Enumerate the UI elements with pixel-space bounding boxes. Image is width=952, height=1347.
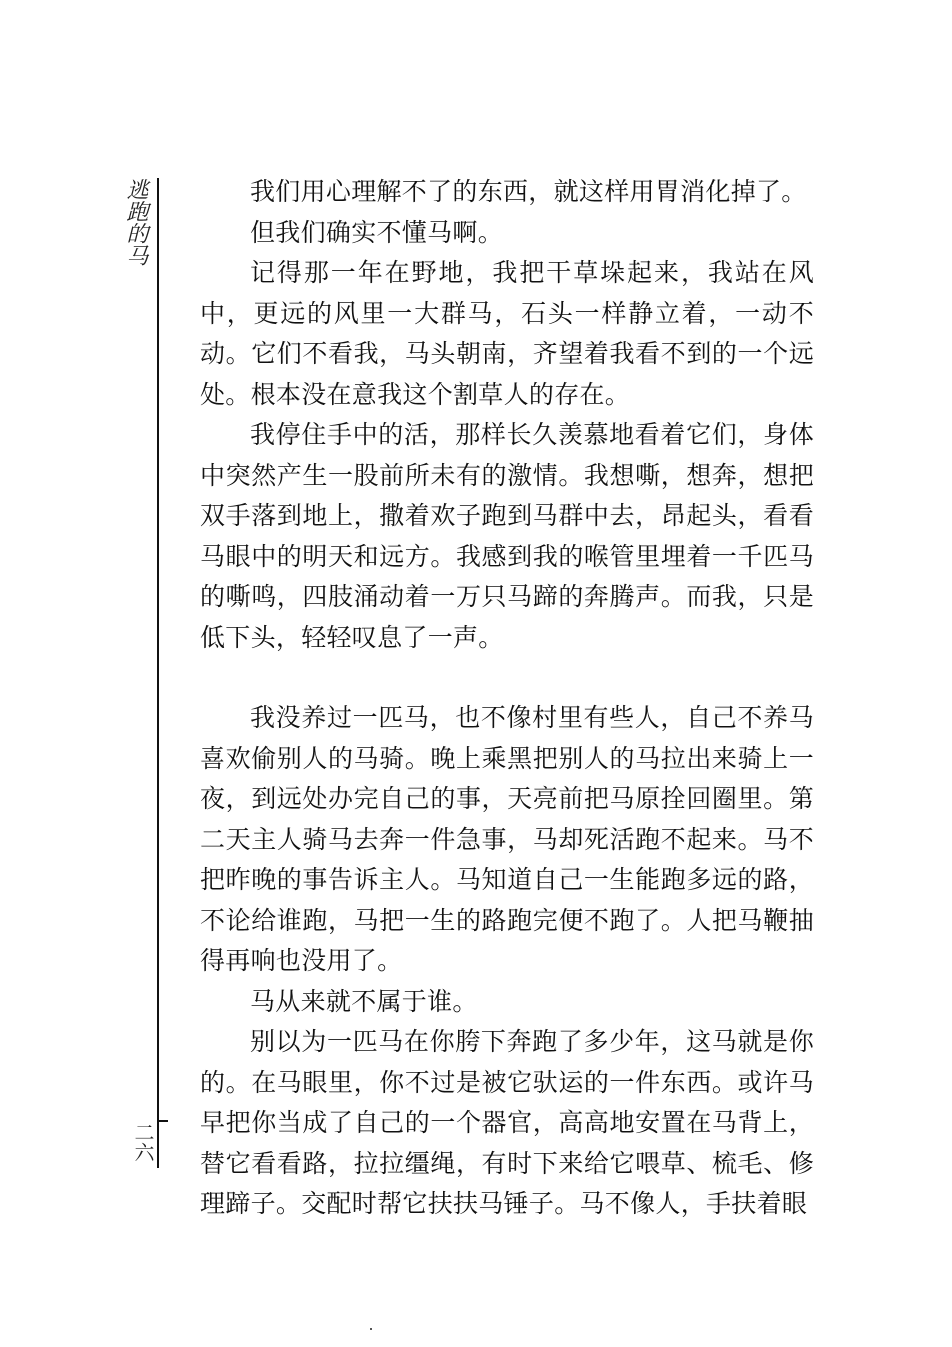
paragraph: 马从来就不属于谁。 bbox=[250, 986, 478, 1016]
scan-speck bbox=[370, 1328, 372, 1330]
paragraph: 但我们确实不懂马啊。 bbox=[250, 217, 504, 247]
margin-rule bbox=[157, 178, 159, 1168]
page-number: 二六 bbox=[131, 1122, 155, 1162]
page-number-tick bbox=[158, 1120, 168, 1122]
paragraph: 别以为一匹马在你胯下奔跑了多少年，这马就是你的。在马眼里，你不过是被它驮运的一件东西。或许马早把你当成了自己的一个器官，高高地安置在马背上，替它看看路，拉拉缰绳，有时下来给它喂草、梳毛、修理蹄子。交配时帮它扶扶马锤子。马不像人，手扶着眼 bbox=[200, 1027, 814, 1218]
paragraph: 我停住手中的活，那样长久羡慕地看着它们，身体中突然产生一股前所未有的激情。我想嘶，想奔，想把双手落到地上，撒着欢子跑到马群中去，昂起头，看看马眼中的明天和远方。我感到我的喉管里埋着一千匹马的嘶鸣，四肢涌动着一万只马蹄的奔腾声。而我，只是低下头，轻轻叹息了一声。 bbox=[200, 420, 814, 652]
paragraph: 记得那一年在野地，我把干草垛起来，我站在风中，更远的风里一大群马，石头一样静立着，一动不动。它们不看我，马头朝南，齐望着我看不到的一个远处。根本没在意我这个割草人的存在。 bbox=[200, 258, 814, 409]
running-head: 逃跑的马 bbox=[123, 178, 148, 266]
paragraph: 我没养过一匹马，也不像村里有些人，自己不养马喜欢偷别人的马骑。晚上乘黑把别人的马拉出来骑上一夜，到远处办完自己的事，天亮前把马原拴回圈里。第二天主人骑马去奔一件急事，马却死活跑不起来。马不把昨晚的事告诉主人。马知道自己一生能跑多远的路，不论给谁跑，马把一生的路跑完便不跑了。人把马鞭抽得再响也没用了。 bbox=[200, 703, 814, 975]
paragraph: 我们用心理解不了的东西，就这样用胃消化掉了。 bbox=[250, 177, 807, 206]
body-text bbox=[200, 172, 814, 1225]
